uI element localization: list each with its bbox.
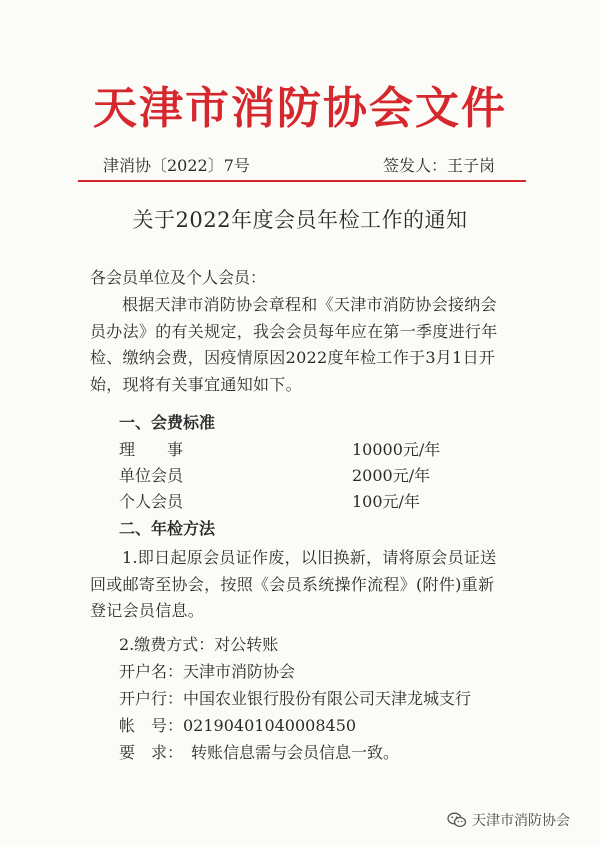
fee-row [119, 437, 519, 461]
fee-row [119, 463, 519, 487]
salutation: 各会员单位及个人会员： [90, 268, 267, 287]
payment-method: 2.缴费方式：对公转账 [119, 635, 279, 654]
fee-amount: 100元/年 [352, 492, 420, 511]
intro-paragraph: 根据天津市消防协会章程和《天津市消防协会接纳会员办法》的有关规定，我会会员每年应在第一季度进行年检、缴纳会费，因疫情原因2022度年检工作于3月1日开始，现将有关事宜通知如下。 [90, 295, 498, 394]
document-number: 津消协〔2022〕7号 [103, 156, 250, 175]
bank-name: 开户行：中国农业银行股份有限公司天津龙城支行 [119, 689, 472, 708]
wechat-icon [447, 812, 467, 828]
fee-row [119, 489, 519, 513]
watermark-text: 天津市消防协会 [472, 813, 570, 829]
fee-category: 理 事 [119, 440, 184, 459]
section1-heading: 一、会费标准 [119, 413, 216, 432]
fee-category: 单位会员 [119, 466, 184, 485]
fee-amount: 10000元/年 [352, 440, 441, 459]
notice-title: 关于2022年度会员年检工作的通知 [132, 208, 468, 232]
red-divider [78, 180, 526, 182]
wechat-watermark [447, 810, 570, 830]
account-number: 帐 号：02190401040008450 [119, 716, 357, 735]
fee-amount: 2000元/年 [352, 466, 431, 485]
method-item-1: 1.即日起原会员证作废，以旧换新，请将原会员证送回或邮寄至协会，按照《会员系统操作流程》(附件)重新登记会员信息。 [90, 548, 497, 620]
fee-category: 个人会员 [119, 492, 184, 511]
issuer: 签发人：王子岗 [383, 156, 496, 175]
org-header-title: 天津市消防协会文件 [93, 83, 507, 134]
section2-heading: 二、年检方法 [119, 519, 216, 538]
account-name: 开户名：天津市消防协会 [119, 662, 296, 681]
transfer-requirement: 要 求： 转账信息需与会员信息一致。 [119, 743, 400, 762]
